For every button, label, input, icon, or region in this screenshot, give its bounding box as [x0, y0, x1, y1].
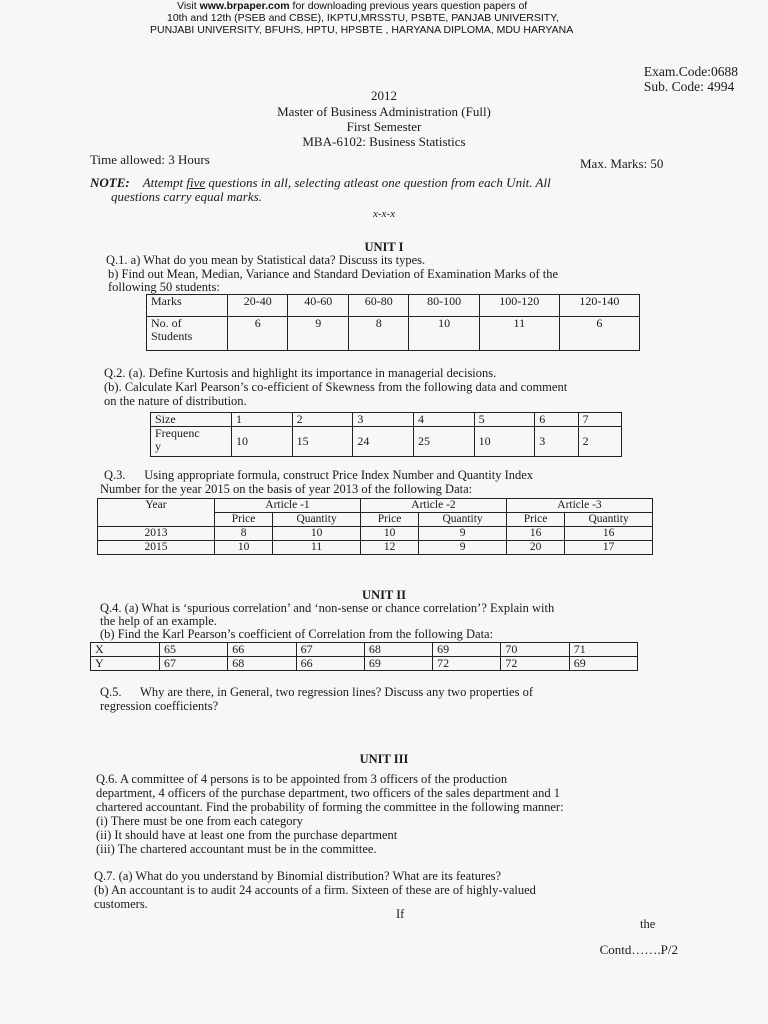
time-allowed: Time allowed: 3 Hours [90, 152, 210, 167]
q1b-line2: following 50 students: [108, 280, 220, 294]
marks-table [146, 294, 640, 351]
exam-year: 2012 [371, 88, 397, 103]
table-row: Size 1 2 3 4 5 6 7 [151, 413, 622, 427]
site-header-note: Visit www.brpaper.com for downloading previous years question papers of 10th and 12th (PSEB and CBSE), IKPTU,MRSSTU, PSBTE, PANJAB UNIVERSITY, PUNJABI UNIVERSITY, BFUHS, HPTU, HPSBTE , HARYANA DIPLOMA, MDU HARYANA [150, 0, 574, 36]
q4a-line2: the help of an example. [100, 614, 217, 628]
skewness-table [150, 412, 622, 457]
exam-code: Exam.Code:0688 [643, 64, 738, 79]
separator: x-x-x [373, 208, 395, 220]
q7b-line1: (b) An accountant is to audit 24 accounts of a firm. Sixteen of these are of highly-valued [94, 883, 536, 897]
q1a: Q.1. a) What do you mean by Statistical data? Discuss its types. [106, 253, 426, 267]
continued-note: Contd…….P/2 [599, 942, 678, 957]
unit-3-heading: UNIT III [359, 752, 409, 766]
table-row: No. of Students 6 9 8 10 11 6 [147, 317, 640, 351]
q5-line2: regression coefficients? [100, 699, 219, 713]
q6-iii: (iii) The chartered accountant must be in the committee. [96, 842, 377, 856]
q4a-line1: Q.4. (a) What is ‘spurious correlation’ and ‘non-sense or chance correlation’? Explain with [100, 601, 555, 615]
q2b-line2: on the nature of distribution. [104, 394, 247, 408]
table-row: X 65 66 67 68 69 70 71 [91, 643, 638, 657]
q2b-line1: (b). Calculate Karl Pearson’s co-efficient of Skewness from the following data and comment [104, 380, 568, 394]
q7b-the: the [640, 917, 656, 931]
table-row: 2015 10 11 12 9 20 17 [98, 541, 653, 555]
unit-2-heading: UNIT II [362, 588, 406, 602]
q3-line1: Q.3. Using appropriate formula, construct Price Index Number and Quantity Index [104, 468, 534, 482]
index-table [97, 498, 653, 555]
semester: First Semester [346, 119, 422, 134]
q6-line3: chartered accountant. Find the probability of forming the committee in the following manner: [96, 800, 564, 814]
program-title: Master of Business Administration (Full) [277, 104, 491, 119]
table-row: Frequenc y 10 15 24 25 10 3 2 [151, 427, 622, 457]
instructions-note: NOTE: Attempt five questions in all, selecting atleast one question from each Unit. All questions carry equal marks. [90, 175, 551, 204]
q7a: Q.7. (a) What do you understand by Binomial distribution? What are its features? [94, 869, 502, 883]
table-row: 2013 8 10 10 9 16 16 [98, 527, 653, 541]
table-row: Marks 20-40 40-60 60-80 80-100 100-120 120-140 [147, 295, 640, 317]
unit-1-heading: UNIT I [364, 240, 404, 254]
q1b-line1: b) Find out Mean, Median, Variance and Standard Deviation of Examination Marks of the [108, 267, 559, 281]
table-row: Year Article -1 Article -2 Article -3 [98, 499, 653, 513]
q4b: (b) Find the Karl Pearson’s coefficient of Correlation from the following Data: [100, 627, 494, 641]
q6-ii: (ii) It should have at least one from the purchase department [96, 828, 398, 842]
q3-line2: Number for the year 2015 on the basis of year 2013 of the following Data: [100, 482, 473, 496]
q5-line1: Q.5. Why are there, in General, two regression lines? Discuss any two properties of [100, 685, 533, 699]
table-row: Price Quantity Price Quantity Price Quantity [98, 513, 653, 527]
q6-line1: Q.6. A committee of 4 persons is to be appointed from 3 officers of the production [96, 772, 508, 786]
max-marks: Max. Marks: 50 [580, 156, 664, 171]
q6-i: (i) There must be one from each category [96, 814, 303, 828]
table-row: Y 67 68 66 69 72 72 69 [91, 657, 638, 671]
q2a: Q.2. (a). Define Kurtosis and highlight its importance in managerial decisions. [104, 366, 497, 380]
course-title: MBA-6102: Business Statistics [302, 134, 466, 149]
correlation-table [90, 642, 638, 671]
site-link[interactable]: www.brpaper.com [199, 0, 290, 12]
q7b-if: If [396, 907, 405, 921]
q6-line2: department, 4 officers of the purchase department, two officers of the sales department and 1 [96, 786, 560, 800]
sub-code: Sub. Code: 4994 [643, 79, 735, 94]
q7b-line2: customers. [94, 897, 148, 911]
